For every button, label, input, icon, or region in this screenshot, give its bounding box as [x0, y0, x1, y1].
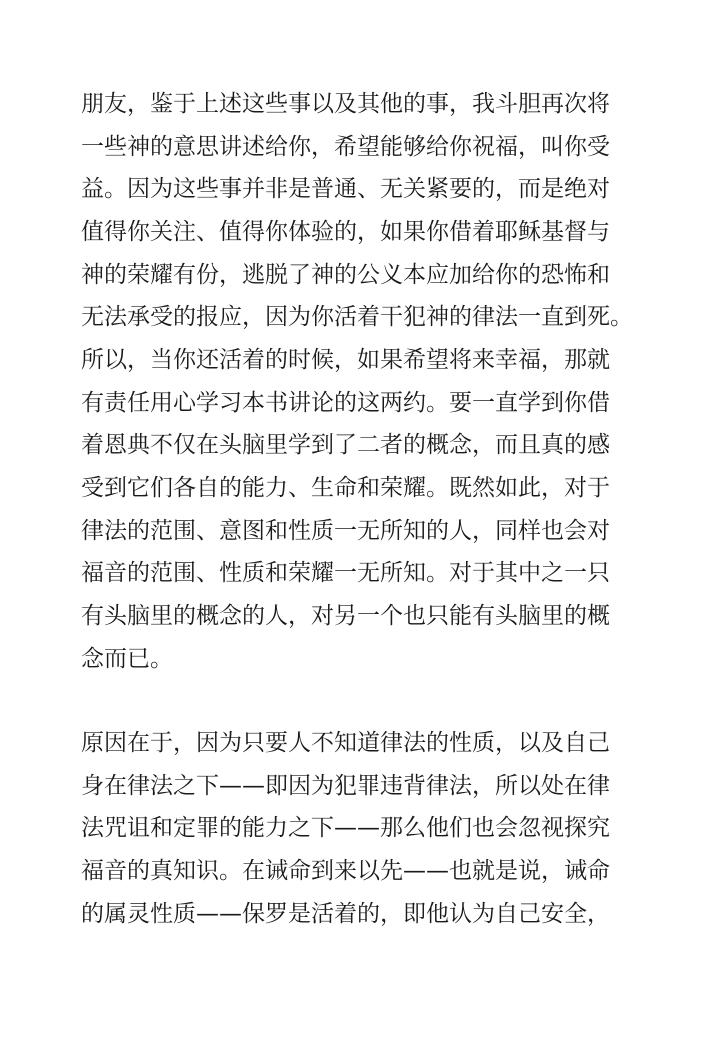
text-line: 神的荣耀有份，逃脱了神的公义本应加给你的恐怖和 [81, 262, 610, 288]
text-line: 律法的范围、意图和性质一无所知的人，同样也会对 [81, 518, 610, 544]
text-line: 原因在于，因为只要人不知道律法的性质，以及自己 [81, 730, 610, 756]
text-line: 有头脑里的概念的人，对另一个也只能有头脑里的概 [81, 603, 610, 629]
text-line: 一些神的意思讲述给你，希望能够给你祝福，叫你受 [81, 134, 610, 160]
text-line: 所以，当你还活着的时候，如果希望将来幸福，那就 [81, 347, 610, 373]
text-line: 有责任用心学习本书讲论的这两约。要一直学到你借 [81, 390, 610, 416]
text-line: 的属灵性质——保罗是活着的，即他认为自己安全， [81, 901, 610, 927]
text-line: 法咒诅和定罪的能力之下——那么他们也会忽视探究 [81, 815, 610, 841]
text-line: 益。因为这些事并非是普通、无关紧要的，而是绝对 [81, 176, 610, 202]
text-line: 着恩典不仅在头脑里学到了二者的概念，而且真的感 [81, 432, 610, 458]
text-line: 念而已。 [81, 646, 173, 672]
text-line: 值得你关注、值得你体验的，如果你借着耶稣基督与 [81, 219, 610, 245]
text-line: 身在律法之下——即因为犯罪违背律法，所以处在律 [81, 773, 610, 799]
text-line: 无法承受的报应，因为你活着干犯神的律法一直到死。 [81, 304, 633, 330]
text-line: 受到它们各自的能力、生命和荣耀。既然如此，对于 [81, 475, 610, 501]
text-line: 朋友，鉴于上述这些事以及其他的事，我斗胆再次将 [81, 91, 610, 117]
text-line: 福音的范围、性质和荣耀一无所知。对于其中之一只 [81, 560, 610, 586]
text-line: 福音的真知识。在诫命到来以先——也就是说，诫命 [81, 858, 610, 884]
